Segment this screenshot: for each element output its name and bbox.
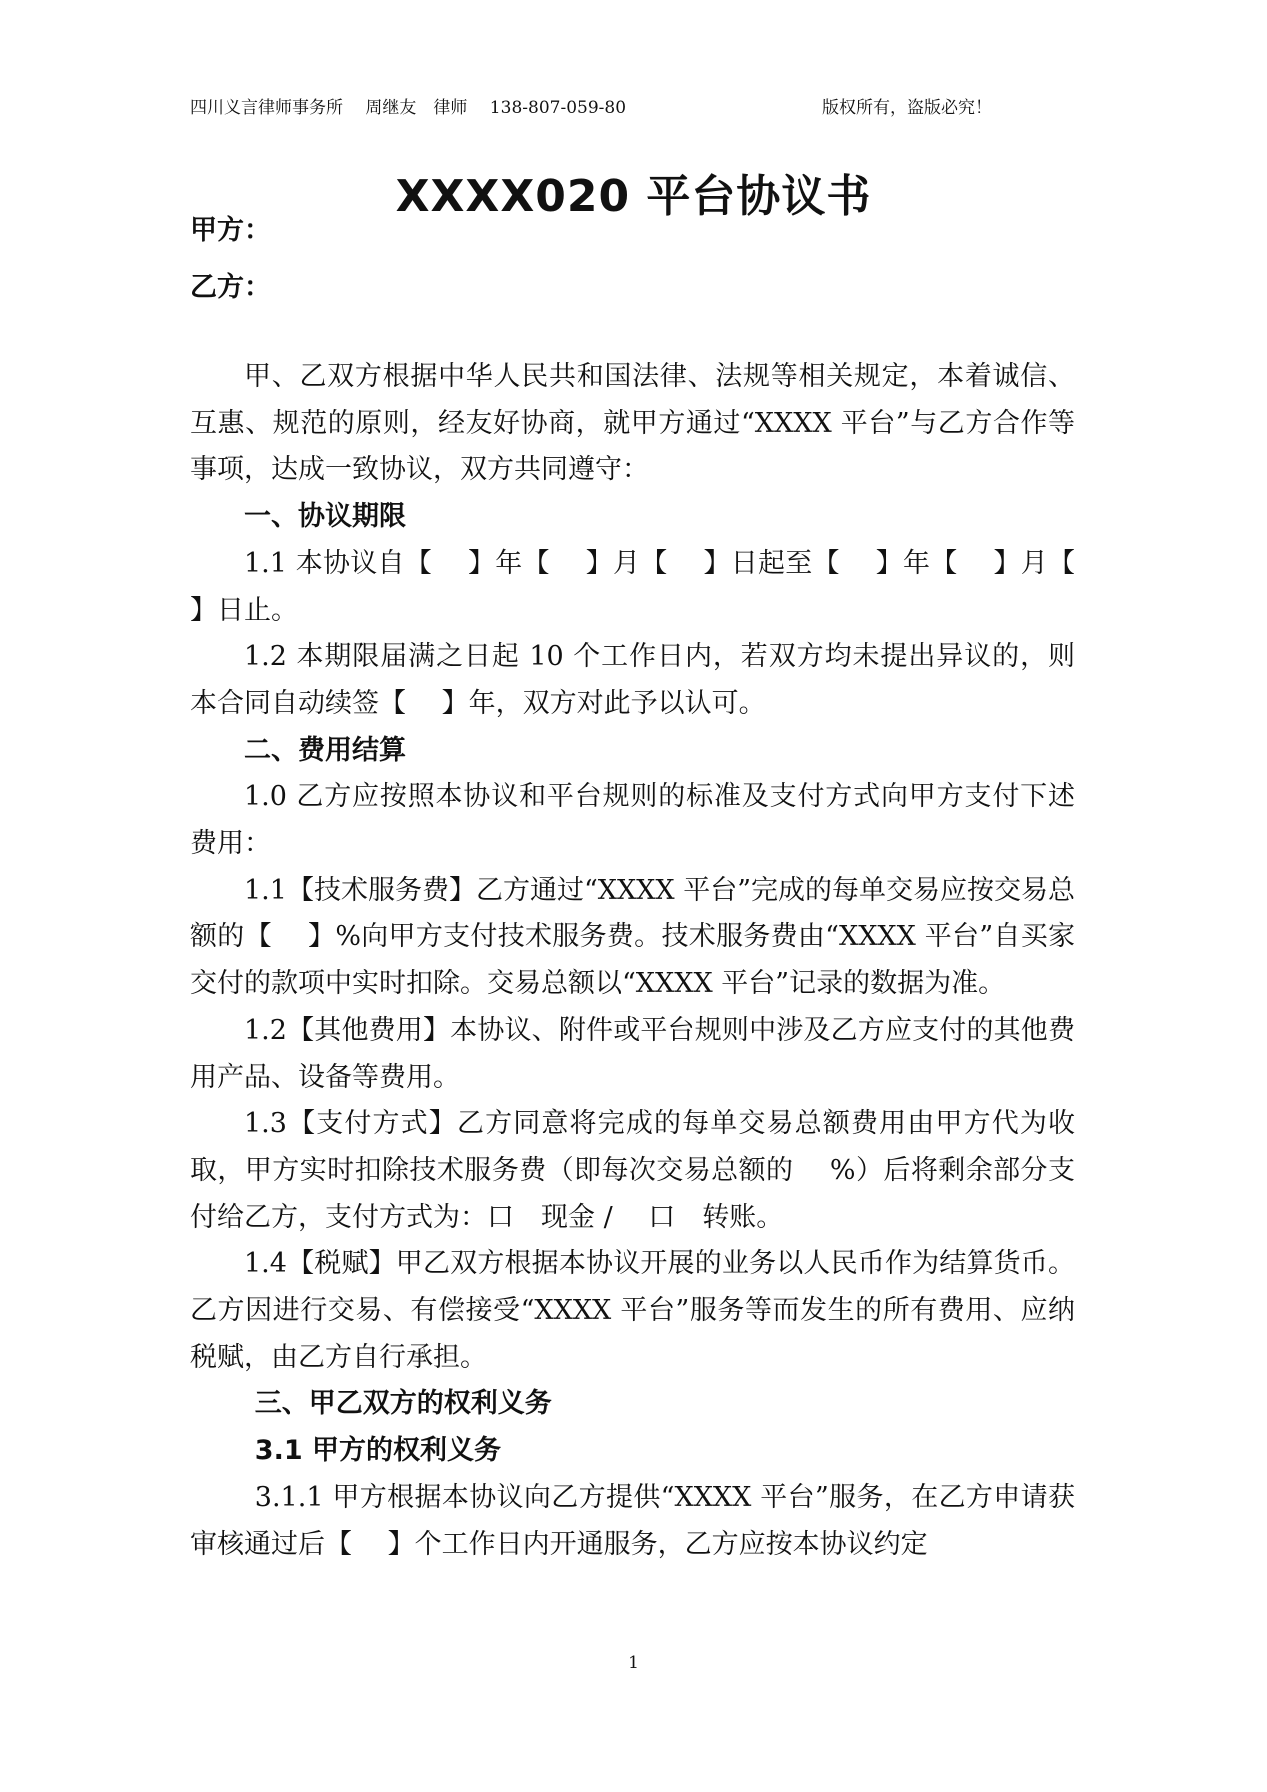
clause-1-1: 1.1 本协议自【 】年【 】月【 】日起至【 】年【 】月【 】日止。	[190, 547, 1111, 626]
clause-3-1-1: 3.1.1 甲方根据本协议向乙方提供“XXXX 平台”服务，在乙方申请获审核通过后【 】个工作日内开通服务，乙方应按本协议约定	[190, 1481, 1075, 1560]
section-heading-term: 一、协议期限	[244, 501, 406, 533]
clause-2-1: 1.1【技术服务费】乙方通过“XXXX 平台”完成的每单交易应按交易总额的【 】%向甲方支付技术服务费。技术服务费由“XXXX 平台”自买家交付的款项中实时扣除。交易总额以“XXXX 平台”记录的数据为准。	[190, 874, 1076, 1000]
clause-2-0: 1.0 乙方应按照本协议和平台规则的标准及支付方式向甲方支付下述费用：	[190, 781, 1075, 860]
section-heading-fees: 二、费用结算	[244, 734, 406, 766]
clause-2-3: 1.3【支付方式】乙方同意将完成的每单交易总额费用由甲方代为收取，甲方实时扣除技术服务费（即每次交易总额的 %）后将剩余部分支付给乙方，支付方式为：口 现金 / 口 转账。	[190, 1108, 1075, 1233]
clause-2-2: 1.2【其他费用】本协议、附件或平台规则中涉及乙方应支付的其他费用产品、设备等费用。	[190, 1014, 1075, 1093]
clause-2-4: 1.4【税赋】甲乙双方根据本协议开展的业务以人民币作为结算货币。乙方因进行交易、有偿接受“XXXX 平台”服务等而发生的所有费用、应纳税赋，由乙方自行承担。	[190, 1248, 1075, 1373]
subsection-heading-party-a: 3.1 甲方的权利义务	[254, 1435, 502, 1467]
document-title: XXXX020 平台协议书	[395, 171, 872, 222]
clause-1-2: 1.2 本期限届满之日起 10 个工作日内，若双方均未提出异议的，则本合同自动续签【 】年，双方对此予以认可。	[190, 641, 1075, 719]
contract-body	[190, 354, 1111, 1568]
party-b-label: 乙方：	[190, 272, 271, 303]
copyright-notice: 版权所有，盗版必究！	[822, 98, 992, 118]
section-heading-rights: 三、甲乙双方的权利义务	[254, 1388, 552, 1420]
page-number: 1	[628, 1653, 639, 1673]
law-firm-header: 四川义言律师事务所 周继友 律师 138-807-059-80	[190, 98, 627, 118]
intro-paragraph: 甲、乙双方根据中华人民共和国法律、法规等相关规定，本着诚信、互惠、规范的原则，经友好协商，就甲方通过“XXXX 平台”与乙方合作等事项，达成一致协议，双方共同遵守：	[190, 361, 1075, 486]
party-a-label: 甲方：	[190, 215, 271, 246]
